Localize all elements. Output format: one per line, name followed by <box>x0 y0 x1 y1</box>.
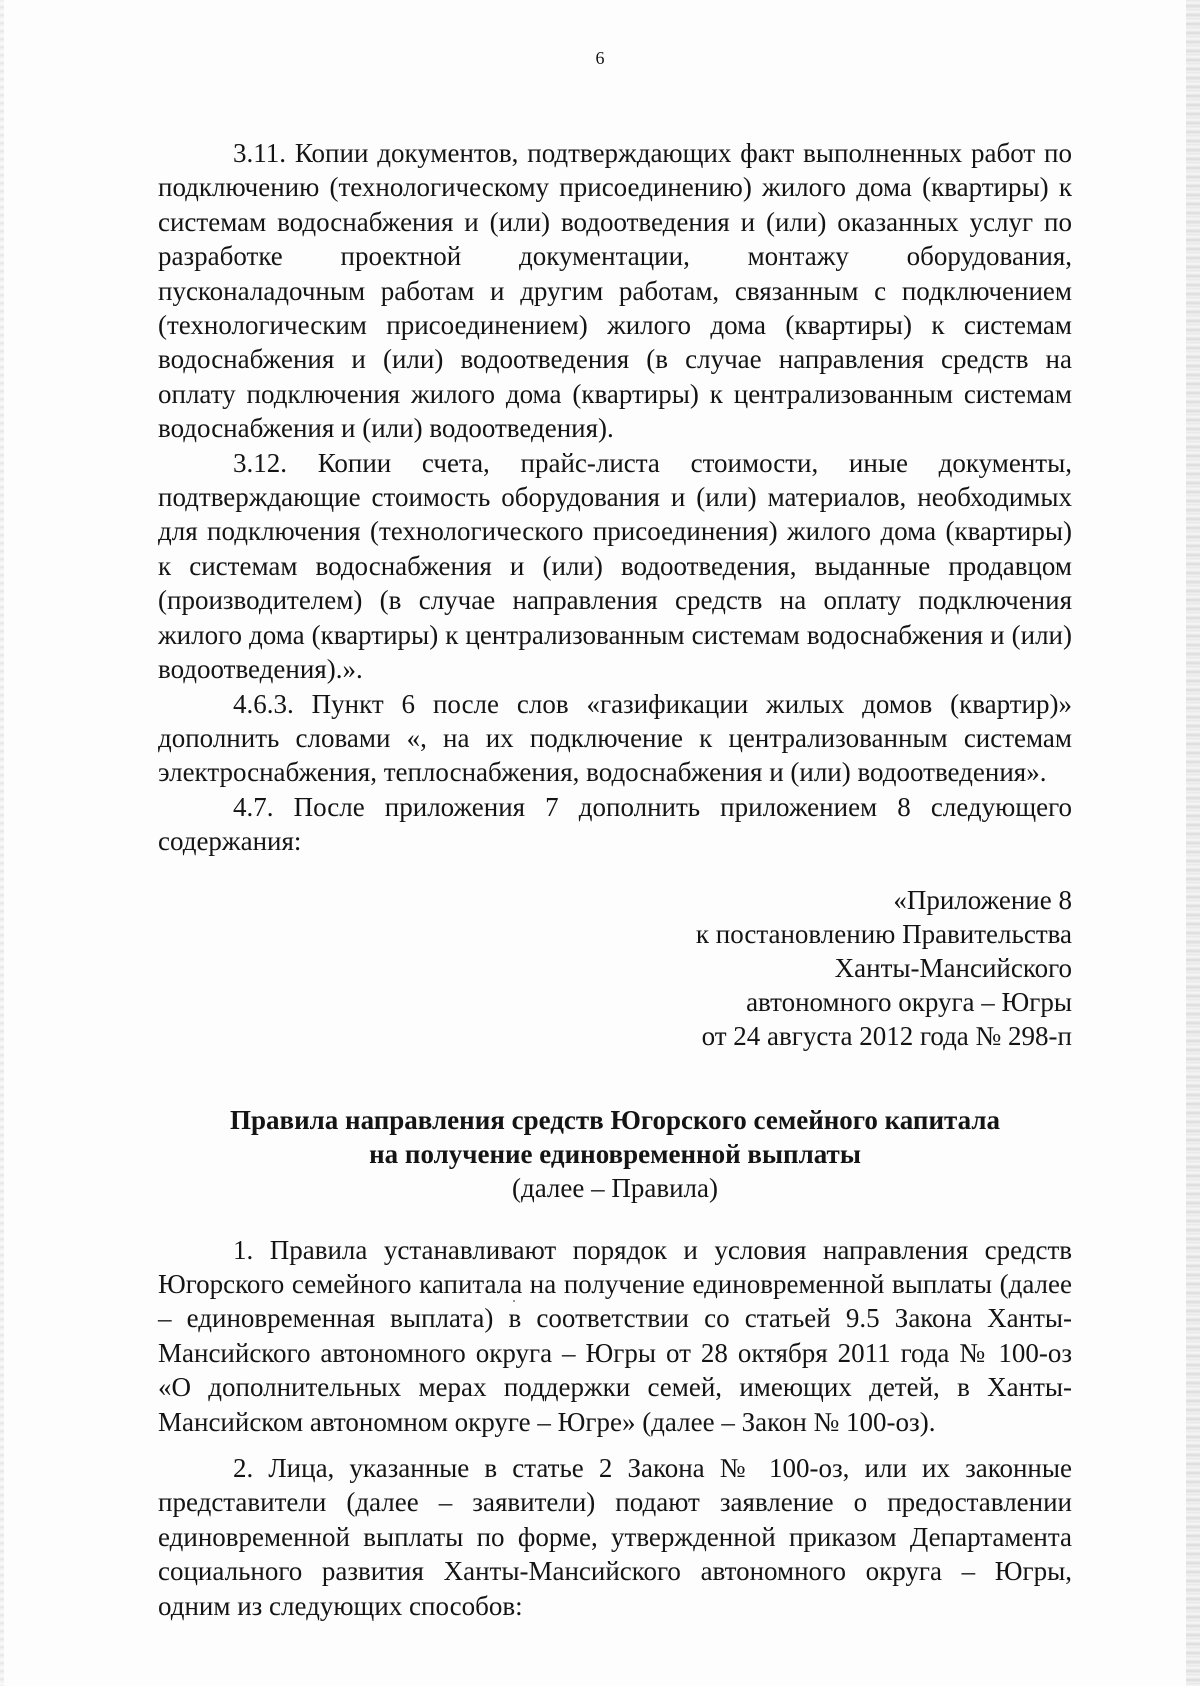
annex-header <box>158 883 1072 1053</box>
annex-line-4: автономного округа – Югры <box>746 986 1072 1017</box>
rules-title <box>158 1103 1072 1171</box>
paragraph-3-12: 3.12. Копии счета, прайс-листа стоимости, иные документы, подтверждающие стоимость оборудования и (или) материалов, необходимых для подключения (технологического присоединения) жилого дома (квартиры) к системам водоснабжения и (или) водоотведения, выданные продавцом (производителем) (в случае направления средств на оплату подключения жилого дома (квартиры) к централизованным системам водоснабжения и (или) водоотведения).». <box>158 447 1072 685</box>
document-body <box>158 136 1072 1623</box>
page-number: 6 <box>595 48 605 68</box>
paragraph-4-7: 4.7. После приложения 7 дополнить приложением 8 следующего содержания: <box>158 791 1072 857</box>
rules-title-line-1: Правила направления средств Югорского семейного капитала <box>229 1104 1001 1135</box>
rules-title-line-2: на получение единовременной выплаты <box>369 1138 861 1169</box>
scan-edge-left <box>0 0 4 1686</box>
annex-line-2: к постановлению Правительства <box>695 918 1072 949</box>
scan-edge-right <box>1186 0 1200 1686</box>
rule-paragraph-1: 1. Правила устанавливают порядок и условия направления средств Югорского семейного капитала на получение единовременной выплаты (далее – единовременная выплата) в соответствии со статьей 9.5 Закона Ханты-Мансийского автономного округа – Югры от 28 октября 2011 года № 100-оз «О дополнительных мерах поддержки семей, имеющих детей, в Ханты-Мансийском автономном округе – Югре» (далее – Закон № 100-оз). <box>158 1234 1072 1437</box>
annex-line-5: от 24 августа 2012 года № 298-п <box>701 1020 1072 1051</box>
rule-paragraph-2: 2. Лица, указанные в статье 2 Закона № 100-оз, или их законные представители (далее – заявители) подают заявление о предоставлении единовременной выплаты по форме, утвержденной приказом Департамента социального развития Ханты-Мансийского автономного округа – Югры, одним из следующих способов: <box>158 1452 1072 1621</box>
annex-line-3: Ханты-Мансийского <box>834 952 1072 983</box>
scan-speck <box>513 1300 515 1302</box>
rules-subtitle: (далее – Правила) <box>511 1172 719 1203</box>
paragraph-4-6-3: 4.6.3. Пункт 6 после слов «газификации жилых домов (квартир)» дополнить словами «, на их подключение к централизованным системам электроснабжения, теплоснабжения, водоснабжения и (или) водоотведения». <box>158 688 1072 788</box>
paragraph-3-11: 3.11. Копии документов, подтверждающих факт выполненных работ по подключению (технологическому присоединению) жилого дома (квартиры) к системам водоснабжения и (или) водоотведения и (или) оказанных услуг по разработке проектной документации, монтажу оборудования, пусконаладочным работам и другим работам, связанным с подключением (технологическим присоединением) жилого дома (квартиры) к системам водоснабжения и (или) водоотведения (в случае направления средств на оплату подключения жилого дома (квартиры) к централизованным системам водоснабжения и (или) водоотведения). <box>158 138 1072 444</box>
annex-line-1: «Приложение 8 <box>893 884 1072 915</box>
